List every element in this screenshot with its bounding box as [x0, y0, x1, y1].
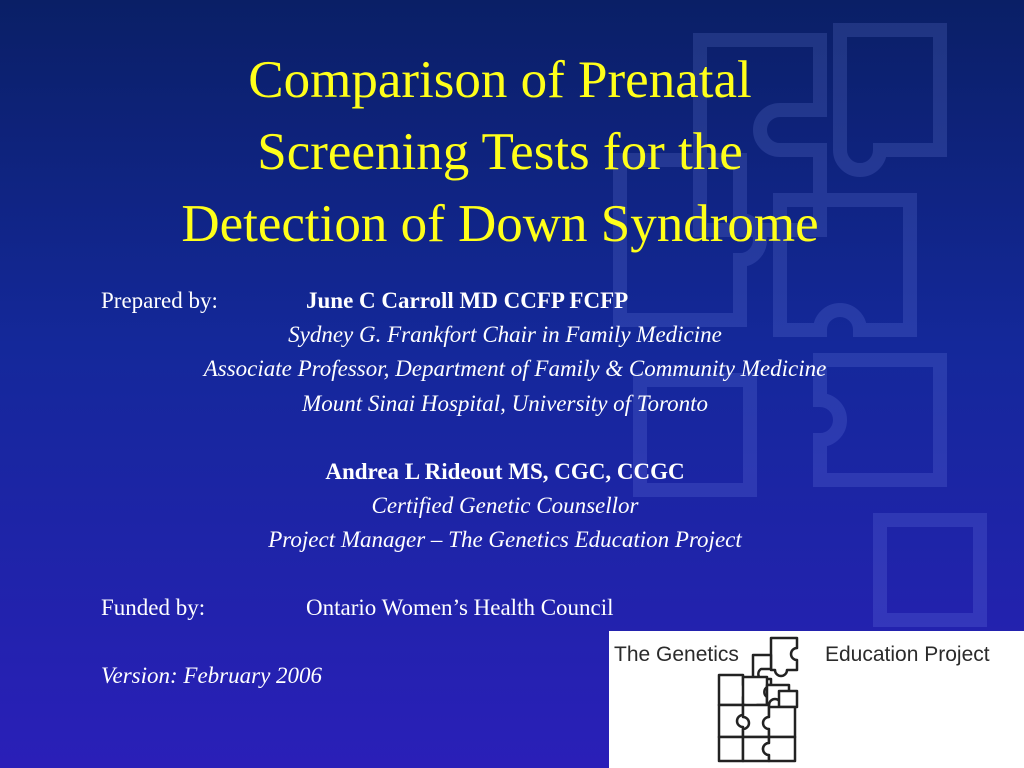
author1-name: June C Carroll MD CCFP FCFP: [306, 288, 629, 313]
prepared-by-label: Prepared by:: [101, 288, 218, 313]
title-line-3: Detection of Down Syndrome: [181, 195, 819, 253]
slide-title: [60, 44, 940, 260]
title-line-2: Screening Tests for the: [257, 123, 743, 181]
title-line-1: Comparison of Prenatal: [248, 51, 752, 109]
funded-by-value: Ontario Women’s Health Council: [306, 595, 614, 620]
author1-affiliation: Mount Sinai Hospital, University of Toronto: [302, 391, 708, 416]
logo-text-right: Education Project: [825, 643, 990, 666]
author2-title-1: Certified Genetic Counsellor: [371, 493, 639, 518]
puzzle-pieces-icon: [709, 633, 824, 766]
logo-text-left: The Genetics: [614, 643, 739, 666]
version-text: Version: February 2006: [101, 663, 323, 688]
author2-title-2: Project Manager – The Genetics Education Project: [268, 527, 742, 552]
author1-title-1: Sydney G. Frankfort Chair in Family Medicine: [288, 322, 722, 347]
author1-title-2: Associate Professor, Department of Family & Community Medicine: [203, 356, 827, 381]
genetics-education-project-logo: [609, 631, 1024, 768]
funded-by-label: Funded by:: [101, 595, 206, 620]
author2-name: Andrea L Rideout MS, CGC, CCGC: [325, 459, 685, 484]
